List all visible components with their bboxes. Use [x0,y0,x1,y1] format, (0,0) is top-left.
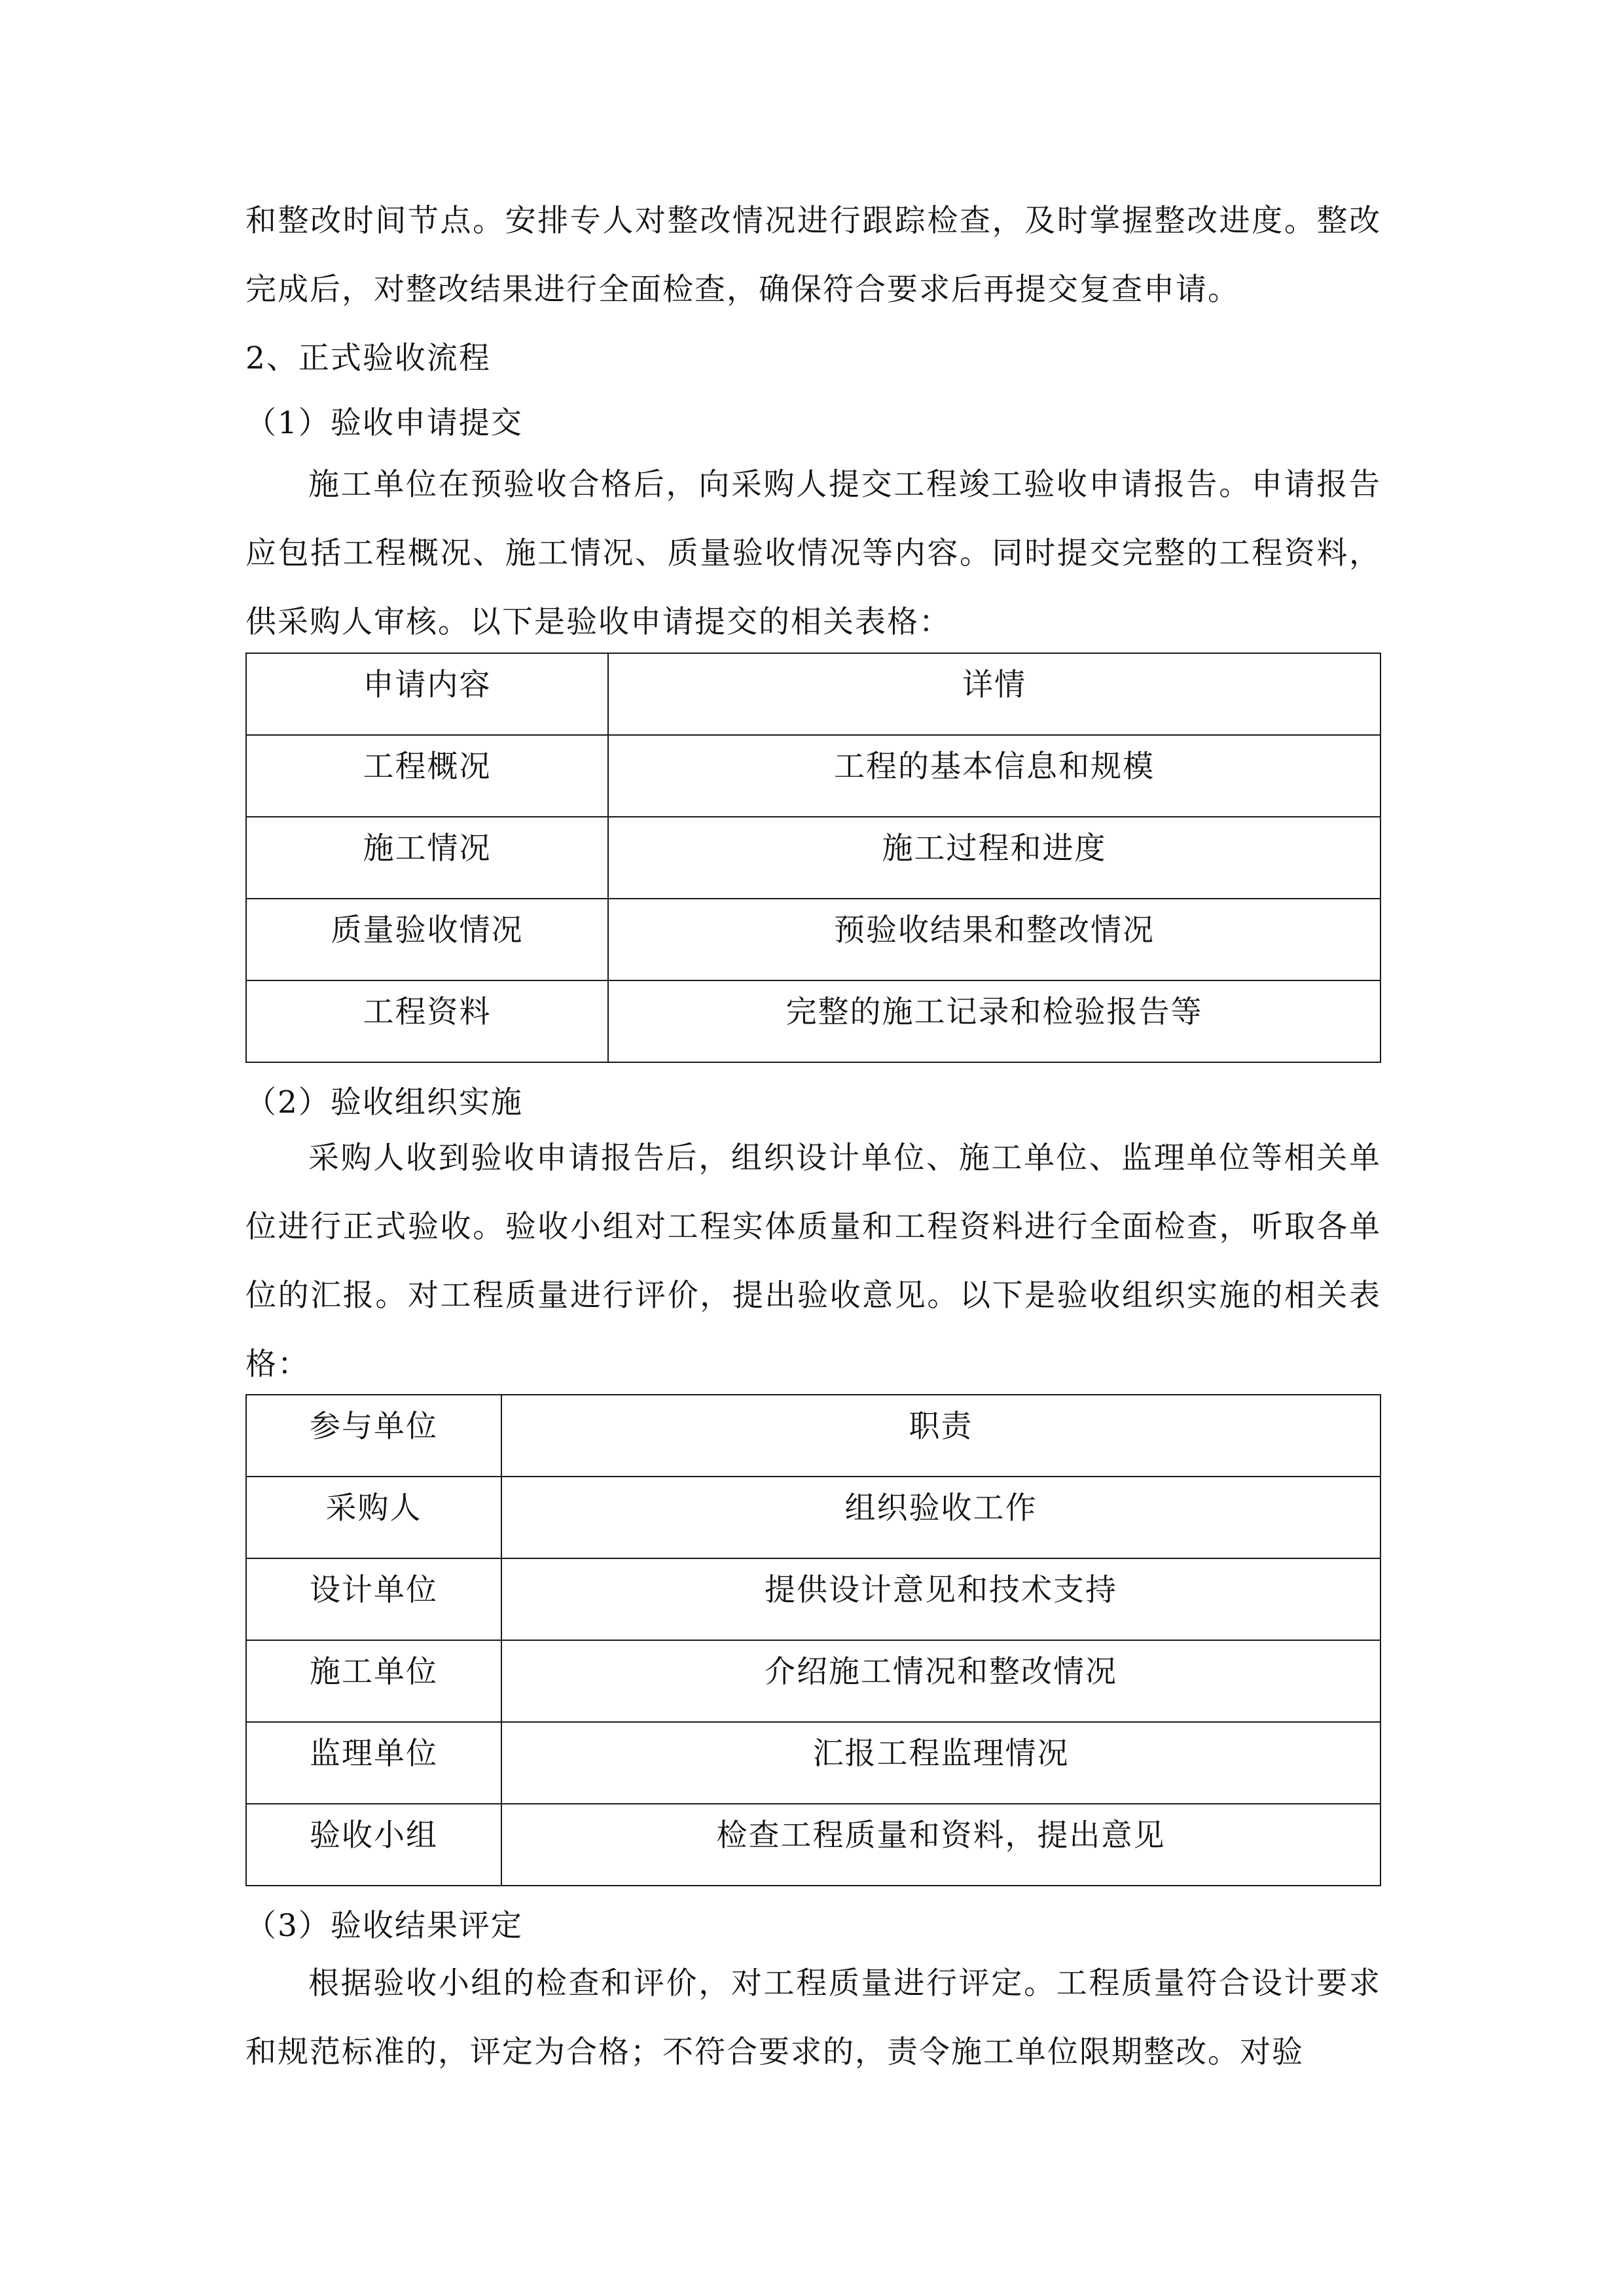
table-row [246,1558,1380,1640]
table-row [246,1477,1380,1558]
table-header-row [246,1395,1380,1477]
table-cell: 施工情况 [246,817,608,899]
table-cell: 采购人 [246,1477,501,1558]
table-cell: 工程的基本信息和规模 [608,735,1380,817]
table-cell: 验收小组 [246,1804,501,1886]
table-cell: 提供设计意见和技术支持 [501,1558,1380,1640]
table-cell: 完整的施工记录和检验报告等 [608,980,1380,1062]
table-header-cell: 申请内容 [246,653,608,735]
table-header-row [246,653,1380,735]
table-cell: 质量验收情况 [246,899,608,980]
sub2-paragraph: 采购人收到验收申请报告后，组织设计单位、施工单位、监理单位等相关单位进行正式验收。验收小组对工程实体质量和工程资料进行全面检查，听取各单位的汇报。对工程质量进行评价，提出验收意见。以下是验收组织实施的相关表格： [245,1140,1381,1382]
sub3-title: （3）验收结果评定 [245,1908,523,1944]
table-header-cell: 参与单位 [246,1395,501,1477]
table-cell: 工程资料 [246,980,608,1062]
table-row [246,735,1380,817]
table-cell: 监理单位 [246,1722,501,1804]
table-cell: 检查工程质量和资料，提出意见 [501,1804,1380,1886]
table-row [246,980,1380,1062]
table-row [246,1640,1380,1722]
table-row [246,899,1380,980]
table-cell: 汇报工程监理情况 [501,1722,1380,1804]
table-cell: 预验收结果和整改情况 [608,899,1380,980]
table-cell: 设计单位 [246,1558,501,1640]
table-cell: 介绍施工情况和整改情况 [501,1640,1380,1722]
table-cell: 组织验收工作 [501,1477,1380,1558]
application-table [245,653,1381,1063]
table-cell: 施工单位 [246,1640,501,1722]
table-header-cell: 职责 [501,1395,1380,1477]
table-header-cell: 详情 [608,653,1380,735]
sub1-title: （1）验收申请提交 [245,405,523,441]
sub1-paragraph: 施工单位在预验收合格后，向采购人提交工程竣工验收申请报告。申请报告应包括工程概况、施工情况、质量验收情况等内容。同时提交完整的工程资料，供采购人审核。以下是验收申请提交的相关表格： [245,467,1381,640]
sub2-title: （2）验收组织实施 [245,1085,523,1121]
sub3-paragraph: 根据验收小组的检查和评价，对工程质量进行评定。工程质量符合设计要求和规范标准的，评定为合格；不符合要求的，责令施工单位限期整改。对验 [245,1965,1381,2070]
table-row [246,817,1380,899]
table-cell: 施工过程和进度 [608,817,1380,899]
table-row [246,1722,1380,1804]
table-row [246,1804,1380,1886]
table-cell: 工程概况 [246,735,608,817]
intro-paragraph: 和整改时间节点。安排专人对整改情况进行跟踪检查，及时掌握整改进度。整改完成后，对整改结果进行全面检查，确保符合要求后再提交复查申请。 [245,203,1381,308]
section-title: 2、正式验收流程 [245,340,491,376]
organization-table [245,1394,1381,1886]
